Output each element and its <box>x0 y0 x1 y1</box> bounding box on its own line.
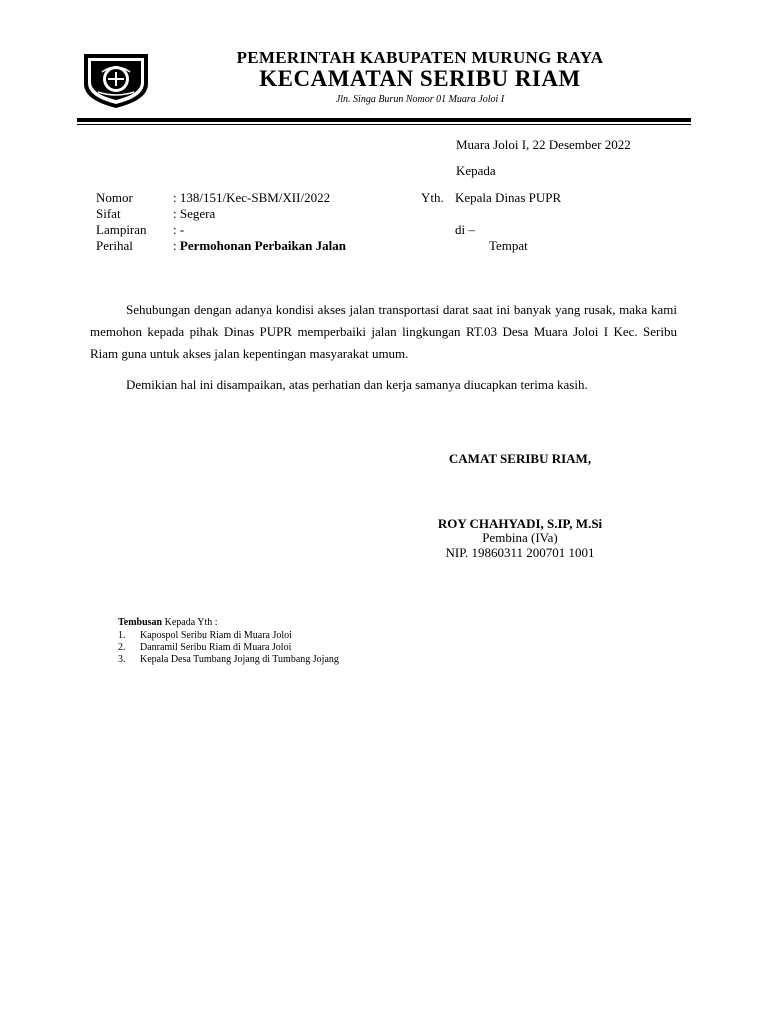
cc-label-rest: Kepada Yth : <box>162 617 218 628</box>
signatory-nip: NIP. 19860311 200701 1001 <box>445 545 595 560</box>
lampiran-label: Lampiran <box>96 222 147 237</box>
sifat-label: Sifat <box>96 206 121 221</box>
cc-item-text: Kapospol Seribu Riam di Muara Joloi <box>140 630 292 641</box>
cc-item-text: Danramil Seribu Riam di Muara Joloi <box>140 642 292 653</box>
signature-title: CAMAT SERIBU RIAM, <box>448 451 592 466</box>
cc-item-number: 2. <box>118 642 126 653</box>
regency-emblem-logo <box>78 48 154 110</box>
perihal-value: Permohonan Perbaikan Jalan <box>179 238 346 253</box>
perihal-label: Perihal <box>96 238 133 253</box>
cc-label <box>118 617 218 628</box>
body-paragraph-2: Demikian hal ini disampaikan, atas perhatian dan kerja samanya diucapkan terima kasih. <box>126 377 588 392</box>
lampiran-value: : - <box>173 222 185 237</box>
yth-label: Yth. <box>421 190 444 205</box>
cc-item-number: 3. <box>118 654 126 665</box>
office-name: KECAMATAN SERIBU RIAM <box>259 66 581 91</box>
list-item <box>118 630 339 642</box>
body-paragraph-1: Sehubungan dengan adanya kondisi akses jalan transportasi darat saat ini banyak yang rusak, maka kami memohon kepada pihak Dinas PUPR memperbaiki jalan lingkungan RT.03 Desa Muara Joloi I Kec. Seribu Riam guna untuk akses jalan kepentingan masyarakat umum. <box>90 302 677 361</box>
cc-list <box>118 630 339 666</box>
sifat-value: : Segera <box>173 206 216 221</box>
perihal-colon: : <box>173 238 180 253</box>
recipient-di: di – <box>455 222 475 237</box>
nomor-label: Nomor <box>96 190 133 205</box>
recipient-name: Kepala Dinas PUPR <box>455 190 562 205</box>
perihal-row <box>173 238 346 254</box>
cc-label-bold: Tembusan <box>118 617 163 628</box>
government-name: PEMERINTAH KABUPATEN MURUNG RAYA <box>236 48 604 67</box>
list-item <box>118 642 339 654</box>
cc-item-text: Kepala Desa Tumbang Jojang di Tumbang Jojang <box>140 654 339 665</box>
nomor-value: : 138/151/Kec-SBM/XII/2022 <box>173 190 331 205</box>
letterhead-divider-thin <box>77 124 691 125</box>
list-item <box>118 654 339 666</box>
cc-item-number: 1. <box>118 630 126 641</box>
recipient-tempat: Tempat <box>489 238 528 253</box>
emblem-icon <box>78 48 154 110</box>
letterhead-divider-thick <box>77 118 691 122</box>
place-date: Muara Joloi I, 22 Desember 2022 <box>456 137 631 152</box>
kepada-label: Kepada <box>456 163 496 178</box>
office-address: Jln. Singa Burun Nomor 01 Muara Joloi I <box>335 94 505 105</box>
signatory-name: ROY CHAHYADI, S.IP, M.Si <box>437 516 603 531</box>
signatory-rank: Pembina (IVa) <box>482 530 558 545</box>
